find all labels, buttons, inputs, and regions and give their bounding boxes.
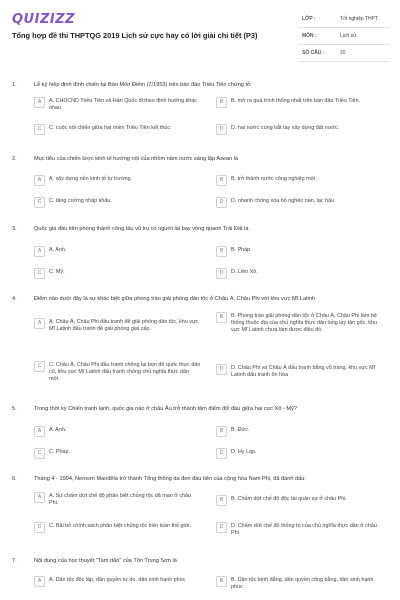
option-text: A. xây dựng nền kinh tế tự trường. — [49, 176, 132, 182]
meta-value: Lịch sử — [340, 33, 357, 39]
meta-value: Tốt nghiệp THPT — [340, 16, 378, 22]
option-letter: C — [34, 448, 45, 459]
option-letter: A — [34, 426, 45, 437]
question-number: 2. — [12, 156, 17, 162]
option-text: B. Chấm dứt chế độ độc tài quân sự ở châu Phi. — [231, 496, 347, 502]
option-letter: B — [216, 312, 227, 323]
question-text: Điểm nào dưới đây là sự khác biệt giữa phong trào giải phóng dân tộc ở Châu Á, Châu Phi với khu vực Mĩ Latinh — [34, 296, 315, 302]
meta-row-subject — [298, 28, 390, 45]
option-letter: C — [34, 268, 45, 279]
option-letter: C — [34, 522, 45, 533]
meta-value: 20 — [340, 50, 346, 56]
option-text: C. Châu Á, Châu Phi đấu tranh chống lại bọn đế quốc thực dân cũ, khu vực Mĩ Latinh đấu tranh chống chủ nghĩa thực dân mới. — [49, 362, 201, 383]
option-text: D. hai nước cùng bắt tay xây dựng đất nước. — [231, 125, 340, 131]
option-letter: B — [216, 175, 227, 186]
option-text: D. nhanh chóng xóa bỏ nghèo nàn, lạc hậu — [231, 198, 335, 204]
question-text: Tháng 4 - 1994, Nenxơn Manđêla trở thành Tổng thống da đen đầu tiên của cộng hòa Nam Phi, đã đánh dấu: — [34, 476, 306, 482]
option-letter: A — [34, 576, 45, 587]
option-letter: A — [34, 97, 45, 108]
option-text: D. Chấm dứt chế độ thống trị của chủ nghĩa thực dân ở châu Phi — [231, 523, 377, 537]
question-text: Nội dung của học thuyết "Tam dân" của Tôn Trung Sơn là — [34, 558, 177, 564]
question-number: 1. — [12, 82, 17, 88]
option-text: A. CHDCND Triều Tiên và Hàn Quốc đi theo định hướng khác nhau — [49, 98, 197, 112]
option-text: C. tăng cường nhập khẩu. — [49, 198, 112, 204]
option-text: A. Anh. — [49, 247, 67, 253]
document-title: Tổng hợp đề thi THPTQG 2019 Lịch sử cực hay có lời giải chi tiết (P3) — [12, 31, 258, 40]
option-letter: D — [216, 522, 227, 533]
meta-label: MÔN : — [302, 33, 317, 39]
quizizz-logo: QUIZIZZ — [12, 12, 76, 27]
meta-row-class — [298, 11, 390, 28]
option-letter: A — [34, 246, 45, 257]
option-text: D. Châu Phi và Châu Á đấu tranh bằng vũ trang, khu vực Mĩ Latinh đấu tranh ôn hòa — [231, 365, 376, 379]
option-letter: B — [216, 576, 227, 587]
option-text: D. Liên Xô. — [231, 269, 258, 275]
question-number: 7. — [12, 558, 17, 564]
question-text: Lễ ký hiệp định đình chiến tại Bàn Môn Điếm (7/1953) trên bán đảo Triều Tiên chứng tỏ: — [34, 82, 252, 88]
option-text: A. Dân tộc độc lập, dân quyền tự do, dân sinh hạnh phúc — [49, 577, 186, 583]
meta-row-count — [298, 45, 390, 62]
option-text: B. Phong trào giải phóng dân tộc ở Châu Á, Châu Phi làm hệ thống thuộc địa của chủ nghĩa thực dân lung lay tận gốc, khu vực Mĩ Latinh chưa làm được điều đó. — [231, 313, 377, 334]
option-text: C. cuộc nội chiến giữa hai miền Triều Tiên kết thúc. — [49, 125, 172, 131]
option-text: C. Mỹ. — [49, 269, 65, 275]
question-number: 3. — [12, 226, 17, 232]
question-number: 4. — [12, 296, 17, 302]
page-header — [0, 0, 400, 68]
option-text: B. Pháp. — [231, 247, 252, 253]
option-text: D. Hy Lạp. — [231, 449, 257, 455]
question-text: Trong thời kỳ Chiến tranh lạnh, quốc gia nào ở châu Âu trở thành tâm điểm đối đầu giữa hai cực Xô - Mỹ? — [34, 406, 297, 412]
option-text: A. Châu Á, Châu Phi đấu tranh để giải phóng dân tộc, khu vực Mĩ Latinh đấu tranh để giải phóng giai cấp. — [49, 319, 199, 333]
option-letter: A — [34, 318, 45, 329]
option-letter: C — [34, 124, 45, 135]
meta-table — [298, 11, 390, 62]
option-letter: D — [216, 448, 227, 459]
option-text: A. Sự chấm dứt chế độ phân biệt chủng tộc dã man ở châu Phi. — [49, 493, 192, 507]
meta-label: LỚP : — [302, 16, 316, 22]
option-letter: B — [216, 97, 227, 108]
question-number: 5. — [12, 406, 17, 412]
option-letter: D — [216, 124, 227, 135]
meta-label: SỐ CÂU : — [302, 50, 325, 56]
option-text: C. Bãi bỏ chính sách phân biệt chủng tộc trên toàn thế giới. — [49, 523, 191, 529]
option-letter: C — [34, 361, 45, 372]
question-number: 6. — [12, 476, 17, 482]
option-letter: C — [34, 197, 45, 208]
option-text: B. trở thành nước công nghiệp mới. — [231, 176, 317, 182]
option-text: C. Pháp. — [49, 449, 70, 455]
option-text: B. mở ra quá trình thống nhất trên bán đảo Triều Tiên. — [231, 98, 361, 104]
option-letter: D — [216, 364, 227, 375]
question-text: Mục tiêu của chiến lược kinh tế hướng nội của nhóm năm nước sáng lập Asean là — [34, 156, 239, 162]
option-text: B. Dân tộc bình đẳng, dân quyền công bằng, dân sinh hạnh phúc — [231, 577, 374, 591]
option-letter: A — [34, 492, 45, 503]
question-text: Quốc gia đầu tiên phóng thành công tàu vũ trụ có người lái bay vòng quanh Trái Đất là — [34, 226, 249, 232]
option-letter: D — [216, 197, 227, 208]
option-letter: B — [216, 426, 227, 437]
option-letter: B — [216, 495, 227, 506]
option-text: B. Đức. — [231, 427, 250, 433]
option-text: A. Anh. — [49, 427, 67, 433]
option-letter: D — [216, 268, 227, 279]
option-letter: A — [34, 175, 45, 186]
option-letter: B — [216, 246, 227, 257]
